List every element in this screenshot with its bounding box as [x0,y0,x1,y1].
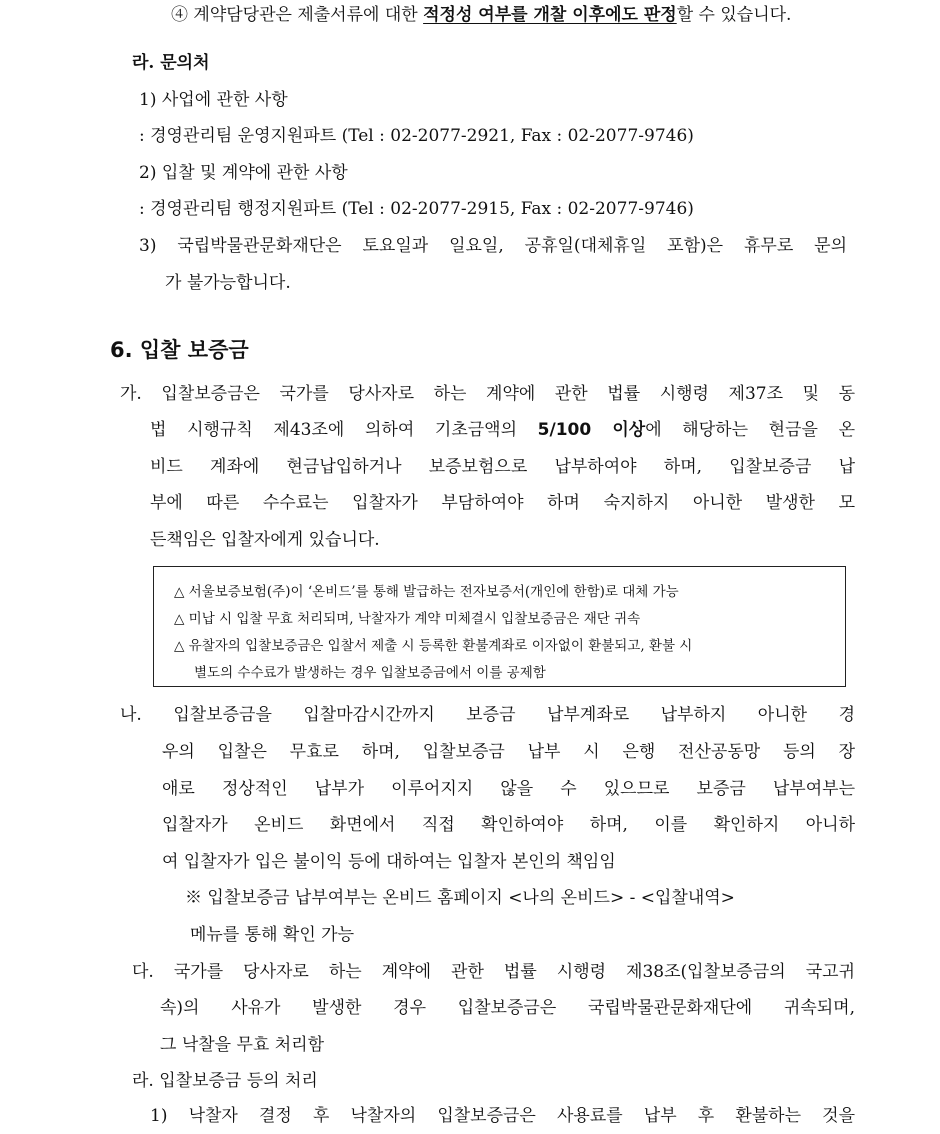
para-ga-line3: 비드 계좌에 현금납입하거나 보증보험으로 납부하여야 하며, 입찰보증금 납 [150,457,855,477]
para-na-line2: 우의 입찰은 무효로 하며, 입찰보증금 납부 시 은행 전산공동망 등의 장 [162,742,855,762]
para-da-line2: 속)의 사유가 발생한 경우 입찰보증금은 국립박물관문화재단에 귀속되며, [160,998,855,1018]
inquiry-item-1-contact: : 경영관리팀 운영지원파트 (Tel : 02-2077-2921, Fax : 02-2077-9746) [139,126,694,146]
inquiry-item-1: 1) 사업에 관한 사항 [139,90,288,110]
section-6-title: 6. 입찰 보증금 [110,338,249,362]
para-na-line1: 나. 입찰보증금을 입찰마감시간까지 보증금 납부계좌로 납부하지 아니한 경 [120,705,855,725]
para-da-line3: 그 낙찰을 무효 처리함 [160,1035,325,1055]
inquiry-item-2: 2) 입찰 및 계약에 관한 사항 [139,163,348,183]
inquiry-item-3-line1: 3) 국립박물관문화재단은 토요일과 일요일, 공휴일(대체휴일 포함)은 휴무로 문의 [139,236,847,256]
para-na-line4: 입찰자가 온비드 화면에서 직접 확인하여야 하며, 이를 확인하지 아니하 [162,815,855,835]
para-na-note-line1: ※ 입찰보증금 납부여부는 온비드 홈페이지 <나의 온비드> - <입찰내역> [185,888,735,908]
notice-line-4: 별도의 수수료가 발생하는 경우 입찰보증금에서 이를 공제함 [194,665,546,681]
emphasis-rate: 5/100 이상 [537,420,646,440]
para-ga-line4: 부에 따른 수수료는 입찰자가 부담하여야 하며 숙지하지 아니한 발생한 모 [150,493,855,513]
para-ga-line5: 든책임은 입찰자에게 있습니다. [150,530,380,550]
emphasis-judgement: 적정성 여부를 개찰 이후에도 판정 [423,5,677,25]
inquiry-heading: 라. 문의처 [132,53,210,73]
notice-box [153,566,846,687]
para-na-line5: 여 입찰자가 입은 불이익 등에 대하여는 입찰자 본인의 책임임 [162,852,616,872]
inquiry-item-3-line2: 가 불가능합니다. [165,273,291,293]
para-ra-line1: 1) 낙찰자 결정 후 낙찰자의 입찰보증금은 사용료를 납부 후 환불하는 것을 [150,1106,855,1126]
notice-line-3: △ 유찰자의 입찰보증금은 입찰서 제출 시 등록한 환불계좌로 이자없이 환불되고, 환불 시 [174,638,693,654]
para-ra-title: 라. 입찰보증금 등의 처리 [132,1071,318,1091]
notice-line-2: △ 미납 시 입찰 무효 처리되며, 낙찰자가 계약 미체결시 입찰보증금은 재단 귀속 [174,611,641,627]
para-da-line1: 다. 국가를 당사자로 하는 계약에 관한 법률 시행령 제38조(입찰보증금의 국고귀 [132,962,855,982]
para-na-line3: 애로 정상적인 납부가 이루어지지 않을 수 있으므로 보증금 납부여부는 [162,779,855,799]
notice-line-1: △ 서울보증보험(주)이 ‘온비드’를 통해 발급하는 전자보증서(개인에 한함)로 대체 가능 [174,584,679,600]
para-ga-line1: 가. 입찰보증금은 국가를 당사자로 하는 계약에 관한 법률 시행령 제37조 및 동 [120,384,855,404]
item-4-text: ④ 계약담당관은 제출서류에 대한 적정성 여부를 개찰 이후에도 판정할 수 있습니다. [171,5,792,25]
para-na-note-line2: 메뉴를 통해 확인 가능 [190,925,355,945]
inquiry-item-2-contact: : 경영관리팀 행정지원파트 (Tel : 02-2077-2915, Fax : 02-2077-9746) [139,199,694,219]
para-ga-line2: 법 시행규칙 제43조에 의하여 기초금액의 5/100 이상에 해당하는 현금을 온 [150,420,855,440]
